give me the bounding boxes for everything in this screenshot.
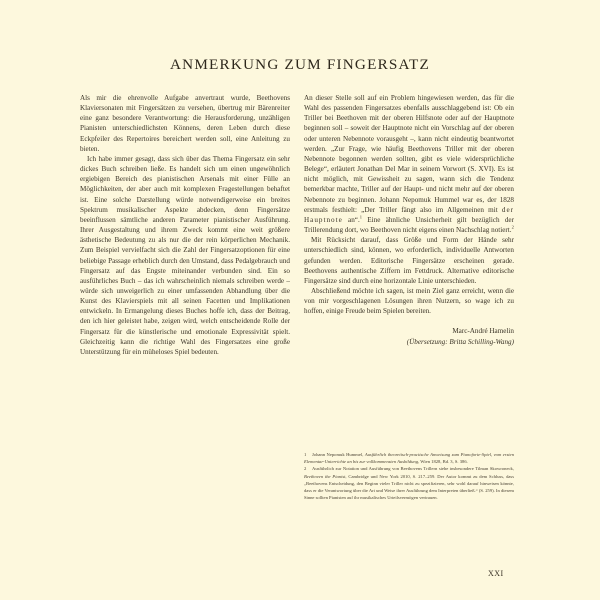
translator-credit: (Übersetzung: Britta Schilling-Wang) (406, 337, 514, 346)
footnote (304, 451, 514, 465)
paragraph: Ich habe immer gesagt, dass sich über das Thema Fingersatz ein sehr dickes Buch schreiben ließe. Es handelt sich um einen ungewöhnlich ergiebigen Bereich des pianistischen Arsenals mit einer Fülle an Möglichkeiten, der aber auch mit komplexen Fragestellungen behaftet ist. Eine solche Darstellung würde notwendigerweise ein breites Spektrum musikalischer Aspekte abdecken, denn Fingersätze beeinflussen sämtliche anderen Parameter pianistischer Ausführung. Ihrer Ausgestaltung und ihrem Zweck kommt eine weit größere ästhetische Bedeutung zu als nur die der rein körperlichen Mechanik. Zum Beispiel vervielfacht sich die Zahl der Fingersatzoptionen für eine beliebige Passage erheblich durch den Umstand, dass Pedalgebrauch und Fingersatz auf das Engste miteinander verbunden sind. Ein so ausführliches Buch – das ich wahrscheinlich niemals schreiben werde – würde sich unweigerlich zu einer umfassenden Abhandlung über die Kunst des Klavierspiels mit all seinen Facetten und Implikationen entwickeln. In Ermangelung dieses Buches hoffe ich, dass der Beitrag, den ich hier geleistet habe, zeigen wird, welch entscheidende Rolle der Fingersatz für die künstlerische und emotionale Expressivität spielt. Gleichzeitig kann die richtige Wahl des Fingersatzes eine große Unterstützung für ein müheloses Spiel bedeuten. (80, 154, 290, 356)
footnote-text: , Cambridge und New York 2010, S. 217–259. Der Autor kommt zu dem Schluss, dass „Beethovens Entscheidung, den Beginn vieler Triller nicht zu spezifizieren, sehr wohl darauf hinweisen könnte, dass er die Verantwortung über die Art und Weise ihrer Ausführung dem Interpreten überließ.“ (S. 259). In diesem Sinne sollten Pianisten auf ihr musikalisches Urteilsvermögen vertrauen. (304, 473, 514, 501)
footnote-title: Beethoven the Pianist (304, 473, 346, 479)
footnote-text: , Wien 1828, Bd. 3, S. 386. (418, 459, 468, 465)
footnote-ref[interactable]: 1 (359, 214, 362, 220)
paragraph-text: Eine ähnliche Unsicherheit gilt bezüglich der Trillerendung dort, wo Beethoven nicht eigens einen Nachschlag notiert. (304, 215, 514, 235)
footnote-text: Ausführlich zur Notation und Ausführung von Beethovens Trillern siehe insbesondere Tilman Skowroneck, (312, 466, 514, 472)
footnote-text: Johann Nepomuk Hummel, (312, 452, 365, 457)
paragraph: Als mir die ehrenvolle Aufgabe anvertraut wurde, Beethovens Klaviersonaten mit Fingersätzen zu versehen, übertrug mir Bärenreiter eine ganz besondere Verantwortung: die Herausforderung, unzähligen Pianisten unterschiedlichsten Könnens, deren Leben durch diese Eckpfeiler des Repertoires bereichert werden soll, eine Anleitung zu bieten. (80, 94, 290, 153)
footnote-number: 2 (304, 466, 307, 472)
footnote-title: Ausführlich theoretisch-practische Anweisung zum Pianoforte-Spiel, vom ersten Elementar-Unterrichte an bis zur vollkommensten Ausbildung (304, 452, 514, 465)
spaced-text: der Hauptnote (304, 205, 514, 224)
paragraph: Abschließend möchte ich sagen, ist mein Ziel ganz erreicht, wenn die von mir vorgeschlagenen Lösungen ihren Nutzern, so wage ich zu hoffen, einige Freude beim Spielen bereiten. (304, 286, 514, 316)
footnotes (304, 451, 514, 501)
paragraph: Mit Rücksicht darauf, dass Größe und Form der Hände sehr unterschiedlich sind, können, wo erforderlich, individuelle Antworten gefunden werden. Editorische Fingersätze erscheinen gerade. Beethovens authentische Ziffern im Fettdruck. Alternative editorische Fingersätze sind durch eine horizontale Linie unterschieden. (304, 236, 514, 285)
signature-block (304, 326, 514, 346)
footnote-ref[interactable]: 2 (511, 224, 514, 230)
paragraph-text: an“. (342, 215, 360, 224)
paragraph (304, 93, 514, 235)
footnote (304, 465, 514, 501)
left-column (80, 93, 290, 357)
right-column (304, 93, 514, 347)
paragraph-text: An dieser Stelle soll auf ein Problem hingewiesen werden, das für die Wahl des passenden Fingersatzes ebenfalls ausschlaggebend ist: Ob ein Triller bei Beethoven mit der oberen Hilfsnote oder auf der Hauptnote beginnen soll – soweit der Hauptnote nicht ein Vorschlag auf der oberen oder unteren Nebennote vorausgeht –, kann nicht eindeutig beantwortet werden. „Zur Frage, wie häufig Beethovens Triller mit der oberen Nebennote begonnen werden sollten, gibt es viele widersprüchliche Belege“, erläutert Jonathan Del Mar in seinem Vorwort (S. XVI). Es ist nicht möglich, mit Gewissheit zu sagen, wann sich die Tendenz bemerkbar machte, Triller auf der Haupt- und nicht mehr auf der oberen Nebennote zu beginnen. Johann Nepomuk Hummel war es, der 1828 erstmals festhielt: „Der Triller fängt also im Allgemeinen mit (304, 94, 514, 214)
author-name: Marc-André Hamelin (452, 327, 514, 336)
footnote-number: 1 (304, 452, 307, 457)
page-number: XXI (488, 569, 504, 578)
page-title: ANMERKUNG ZUM FINGERSATZ (170, 56, 430, 73)
